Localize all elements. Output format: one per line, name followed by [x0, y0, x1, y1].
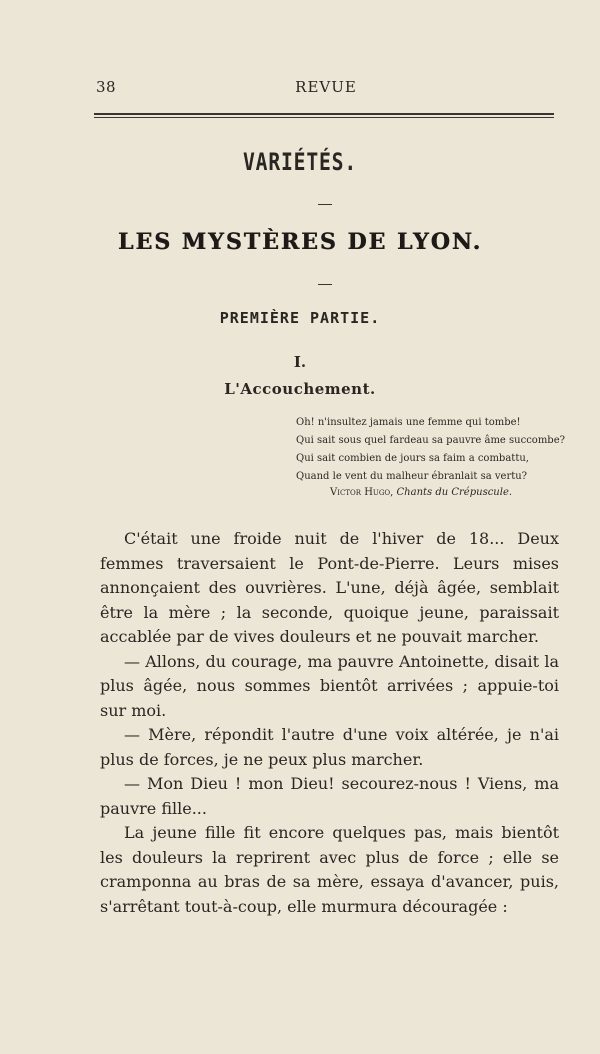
epigraph-line: Oh! n'insultez jamais une femme qui tombe!: [296, 417, 521, 428]
paragraph: C'était une froide nuit de l'hiver de 18... Deux femmes traversaient le Pont-de-Pierre. Leurs mises annonçaient des ouvrières. L'une, déjà âgée, semblait être la mère ; la seconde, quoique jeune, paraissait accablée par de vives douleurs et ne pouvait marcher.: [100, 529, 559, 646]
separator-dash: [318, 204, 332, 205]
epigraph-line: Qui sait combien de jours sa faim a combattu,: [296, 453, 529, 464]
epigraph-line: Qui sait sous quel fardeau sa pauvre âme succombe?: [296, 435, 565, 446]
epigraph: [296, 414, 566, 486]
chapter-title: L'Accouchement.: [224, 380, 376, 398]
epigraph-work: Chants du Crépuscule.: [396, 487, 513, 498]
paragraph: — Mon Dieu ! mon Dieu! secourez-nous ! Viens, ma pauvre fille...: [100, 774, 559, 818]
body-text: [100, 527, 559, 919]
paragraph: — Allons, du courage, ma pauvre Antoinette, disait la plus âgée, nous sommes bientôt arrivées ; appuie-toi sur moi.: [100, 651, 559, 720]
header-rule-thin: [94, 117, 554, 118]
part-title: PREMIÈRE PARTIE.: [219, 309, 381, 327]
epigraph-line: Quand le vent du malheur ébranlait sa vertu?: [296, 471, 528, 482]
section-title: VARIÉTÉS.: [242, 148, 358, 176]
header-rule: [94, 113, 554, 115]
paragraph: La jeune fille fit encore quelques pas, mais bientôt les douleurs la reprirent avec plus de force ; elle se cramponna au bras de sa mère, essaya d'avancer, puis, s'arrêtant tout-à-coup, elle murmura découragée :: [100, 823, 559, 916]
page-number: 38: [96, 78, 117, 96]
main-title: LES MYSTÈRES DE LYON.: [117, 229, 483, 255]
epigraph-author: Victor Hugo,: [330, 487, 394, 498]
running-title: REVUE: [295, 78, 357, 96]
separator-dash: [318, 284, 332, 285]
page-header: [96, 78, 556, 100]
paragraph: — Mère, répondit l'autre d'une voix altérée, je n'ai plus de forces, je ne peux plus marcher.: [100, 725, 559, 769]
epigraph-attribution: [330, 487, 512, 498]
chapter-number: I.: [293, 353, 307, 371]
